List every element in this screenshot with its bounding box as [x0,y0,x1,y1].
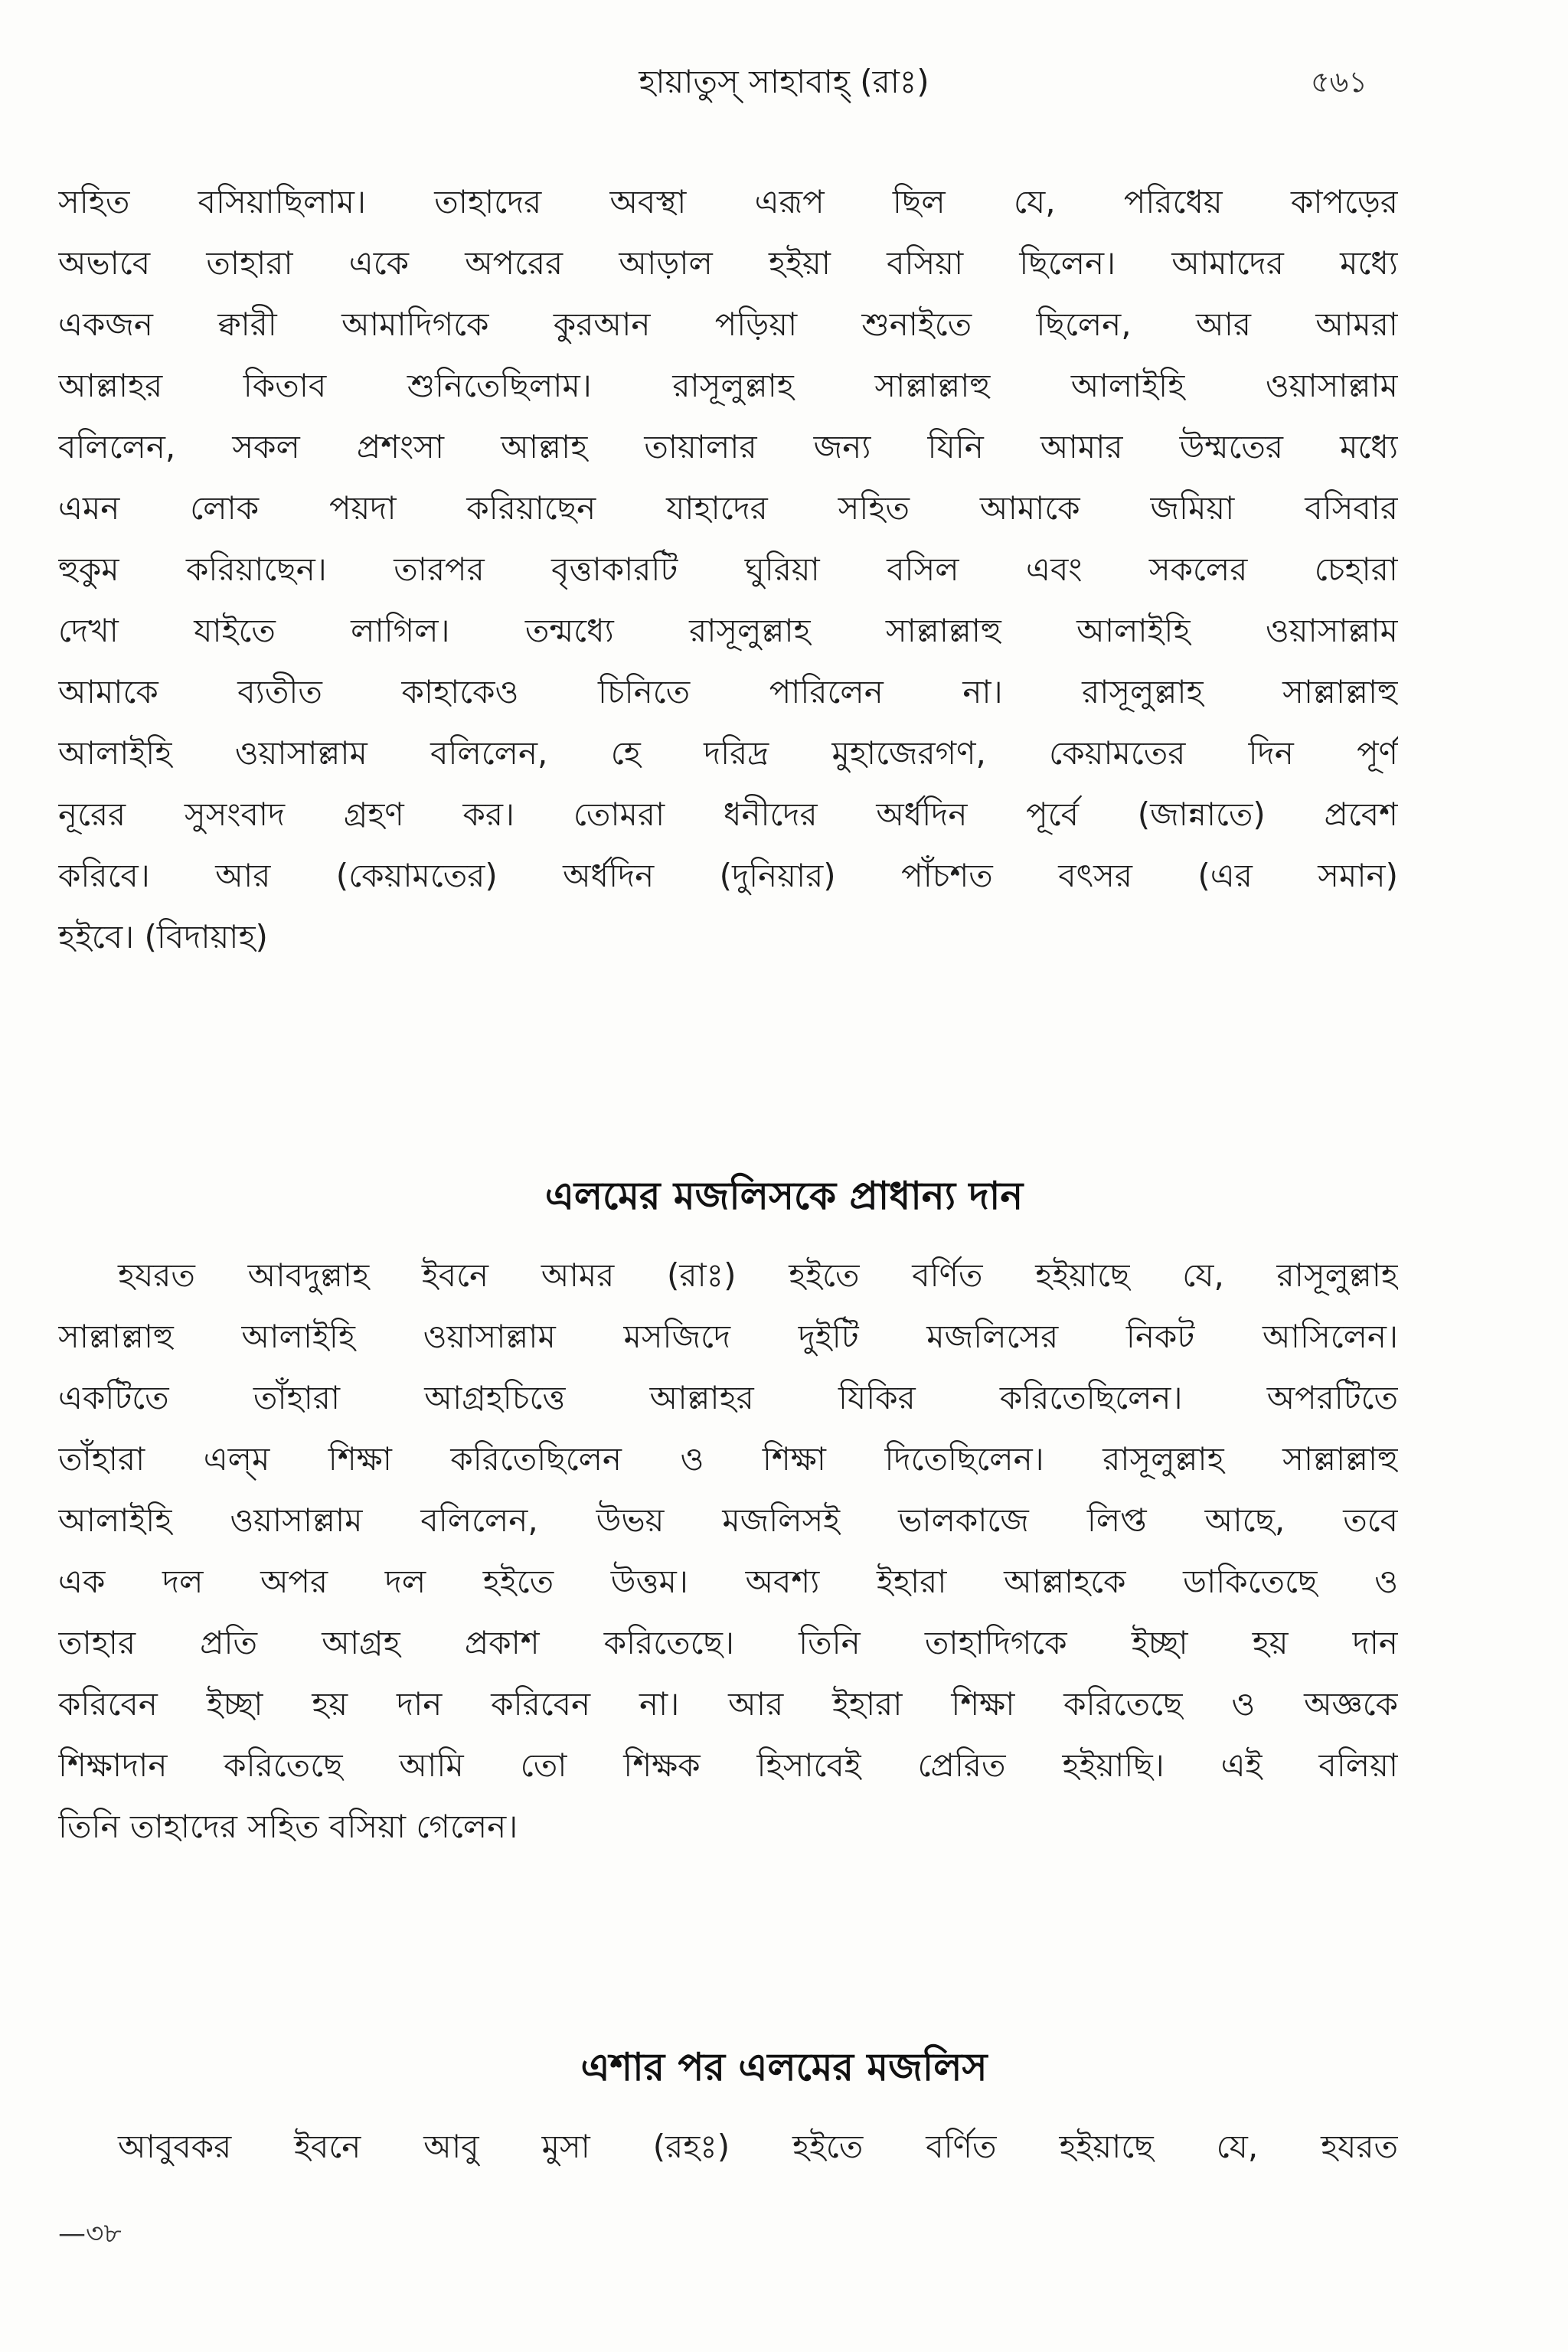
text-line: এমন লোক পয়দা করিয়াছেন যাহাদের সহিত আমাকে জমিয়া বসিবার [58,489,1398,527]
text-line: সাল্লাল্লাহু আলাইহি ওয়াসাল্লাম মসজিদে দুইটি মজলিসের নিকট আসিলেন। [58,1318,1398,1355]
text-line: অভাবে তাহারা একে অপরের আড়াল হইয়া বসিয়া ছিলেন। আমাদের মধ্যে [58,244,1398,282]
text-line: বলিলেন, সকল প্রশংসা আল্লাহ তায়ালার জন্য যিনি আমার উম্মতের মধ্যে [58,428,1398,466]
running-head [0,55,1568,109]
text-line: একজন ক্বারী আমাদিগকে কুরআন পড়িয়া শুনাইতে ছিলেন, আর আমরা [58,305,1398,343]
text-line: তাহার প্রতি আগ্রহ প্রকাশ করিতেছে। তিনি তাহাদিগকে ইচ্ছা হয় দান [58,1624,1398,1661]
printer-signature-mark: —৩৮ [58,2218,122,2249]
text-line: নূরের সুসংবাদ গ্রহণ কর। তোমরা ধনীদের অর্ধদিন পূর্বে (জান্নাতে) প্রবেশ [58,795,1398,833]
text-line: আবুবকর ইবনে আবু মুসা (রহঃ) হইতে বর্ণিত হইয়াছে যে, হযরত [118,2128,1398,2165]
text-line: আলাইহি ওয়াসাল্লাম বলিলেন, হে দরিদ্র মুহাজেরগণ, কেয়ামতের দিন পূর্ণ [58,734,1398,772]
text-line: দেখা যাইতে লাগিল। তন্মধ্যে রাসূলুল্লাহ সাল্লাল্লাহু আলাইহি ওয়াসাল্লাম [58,612,1398,649]
section-heading-ilm-majlis-priority: এলমের মজলিসকে প্রাধান্য দান [544,1174,1024,1218]
section-heading-ilm-majlis-after-isha: এশার পর এলমের মজলিস [580,2045,988,2089]
text-line: তিনি তাহাদের সহিত বসিয়া গেলেন। [58,1808,518,1845]
text-line: আলাইহি ওয়াসাল্লাম বলিলেন, উভয় মজলিসই ভালকাজে লিপ্ত আছে, তবে [58,1501,1398,1539]
text-line: করিবেন ইচ্ছা হয় দান করিবেন না। আর ইহারা শিক্ষা করিতেছে ও অজ্ঞকে [58,1685,1398,1723]
text-line: সহিত বসিয়াছিলাম। তাহাদের অবস্থা এরূপ ছিল যে, পরিধেয় কাপড়ের [58,183,1398,220]
text-line: হুকুম করিয়াছেন। তারপর বৃত্তাকারটি ঘুরিয়া বসিল এবং সকলের চেহারা [58,550,1398,588]
running-head-title: হায়াতুস্ সাহাবাহ্ (রাঃ) [639,63,929,100]
text-line: একটিতে তাঁহারা আগ্রহচিত্তে আল্লাহর যিকির করিতেছিলেন। অপরটিতে [58,1379,1398,1416]
paragraph-section2 [58,2116,1398,2177]
page-number: ৫৬১ [1310,65,1367,99]
text-line: আল্লাহর কিতাব শুনিতেছিলাম। রাসূলুল্লাহ সাল্লাল্লাহু আলাইহি ওয়াসাল্লাম [58,367,1398,404]
text-line: হইবে। (বিদায়াহ) [58,918,268,956]
paragraph-continuation [58,172,1398,968]
text-line: এক দল অপর দল হইতে উত্তম। অবশ্য ইহারা আল্লাহকে ডাকিতেছে ও [58,1563,1398,1600]
text-line: আমাকে ব্যতীত কাহাকেও চিনিতে পারিলেন না। রাসূলুল্লাহ সাল্লাল্লাহু [58,673,1398,710]
paragraph-section1 [58,1245,1398,1857]
text-line: শিক্ষাদান করিতেছে আমি তো শিক্ষক হিসাবেই প্রেরিত হইয়াছি। এই বলিয়া [58,1746,1398,1784]
text-line: হযরত আবদুল্লাহ ইবনে আমর (রাঃ) হইতে বর্ণিত হইয়াছে যে, রাসূলুল্লাহ [118,1256,1398,1294]
text-line: তাঁহারা এল্‌ম শিক্ষা করিতেছিলেন ও শিক্ষা দিতেছিলেন। রাসূলুল্লাহ সাল্লাল্লাহু [58,1440,1398,1478]
text-line: করিবে। আর (কেয়ামতের) অর্ধদিন (দুনিয়ার) পাঁচশত বৎসর (এর সমান) [58,857,1398,894]
